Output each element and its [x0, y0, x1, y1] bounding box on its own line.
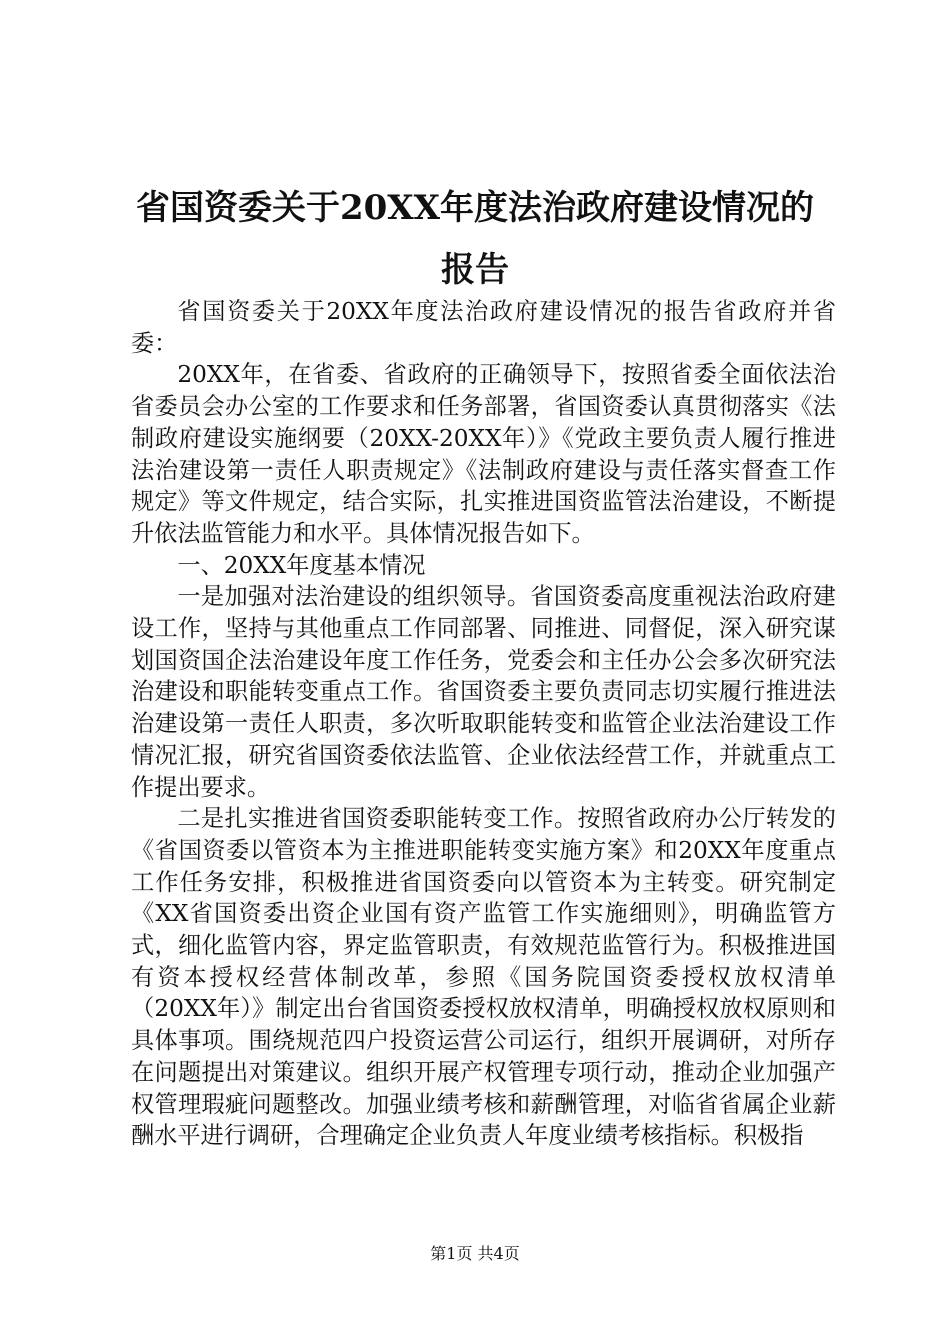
page-footer: 第1页 共4页 [430, 1244, 520, 1263]
document-title-line-2: 报告 [441, 250, 509, 290]
section-heading: 一、20XX年度基本情况 [177, 551, 426, 579]
document-body [131, 296, 836, 1152]
paragraph-point-1: 一是加强对法治建设的组织领导。省国资委高度重视法治政府建设工作，坚持与其他重点工作同部署、同推进、同督促，深入研究谋划国资国企法治建设年度工作任务，党委会和主任办公会多次研究法治建设和职能转变重点工作。省国资委主要负责同志切实履行推进法治建设第一责任人职责，多次听取职能转变和监管企业法治建设工作情况汇报，研究省国资委依法监管、企业依法经营工作，并就重点工作提出要求。 [131, 583, 836, 801]
paragraph-intro: 20XX年，在省委、省政府的正确领导下，按照省委全面依法治省委员会办公室的工作要求和任务部署，省国资委认真贯彻落实《法制政府建设实施纲要（20XX-20XX年）》《党政主要负责人履行推进法治建设第一责任人职责规定》《法制政府建设与责任落实督查工作规定》等文件规定，结合实际，扎实推进国资监管法治建设，不断提升依法监管能力和水平。具体情况报告如下。 [131, 361, 836, 547]
paragraph-point-2: 二是扎实推进省国资委职能转变工作。按照省政府办公厅转发的《省国资委以管资本为主推进职能转变实施方案》和20XX年度重点工作任务安排，积极推进省国资委向以管资本为主转变。研究制定《XX省国资委出资企业国有资产监管工作实施细则》，明确监管方式，细化监管内容，界定监管职责，有效规范监管行为。积极推进国有资本授权经营体制改革，参照《国务院国资委授权放权清单（20XX年）》制定出台省国资委授权放权清单，明确授权放权原则和具体事项。围绕规范四户投资运营公司运行，组织开展调研，对所存在问题提出对策建议。组织开展产权管理专项行动，推动企业加强产权管理瑕疵问题整改。加强业绩考核和薪酬管理，对临省省属企业薪酬水平进行调研，合理确定企业负责人年度业绩考核指标。积极指 [131, 805, 836, 1150]
document-title-line-1: 省国资委关于20XX年度法治政府建设情况的 [135, 188, 815, 228]
paragraph-salutation: 省国资委关于20XX年度法治政府建设情况的报告省政府并省委： [131, 298, 836, 357]
